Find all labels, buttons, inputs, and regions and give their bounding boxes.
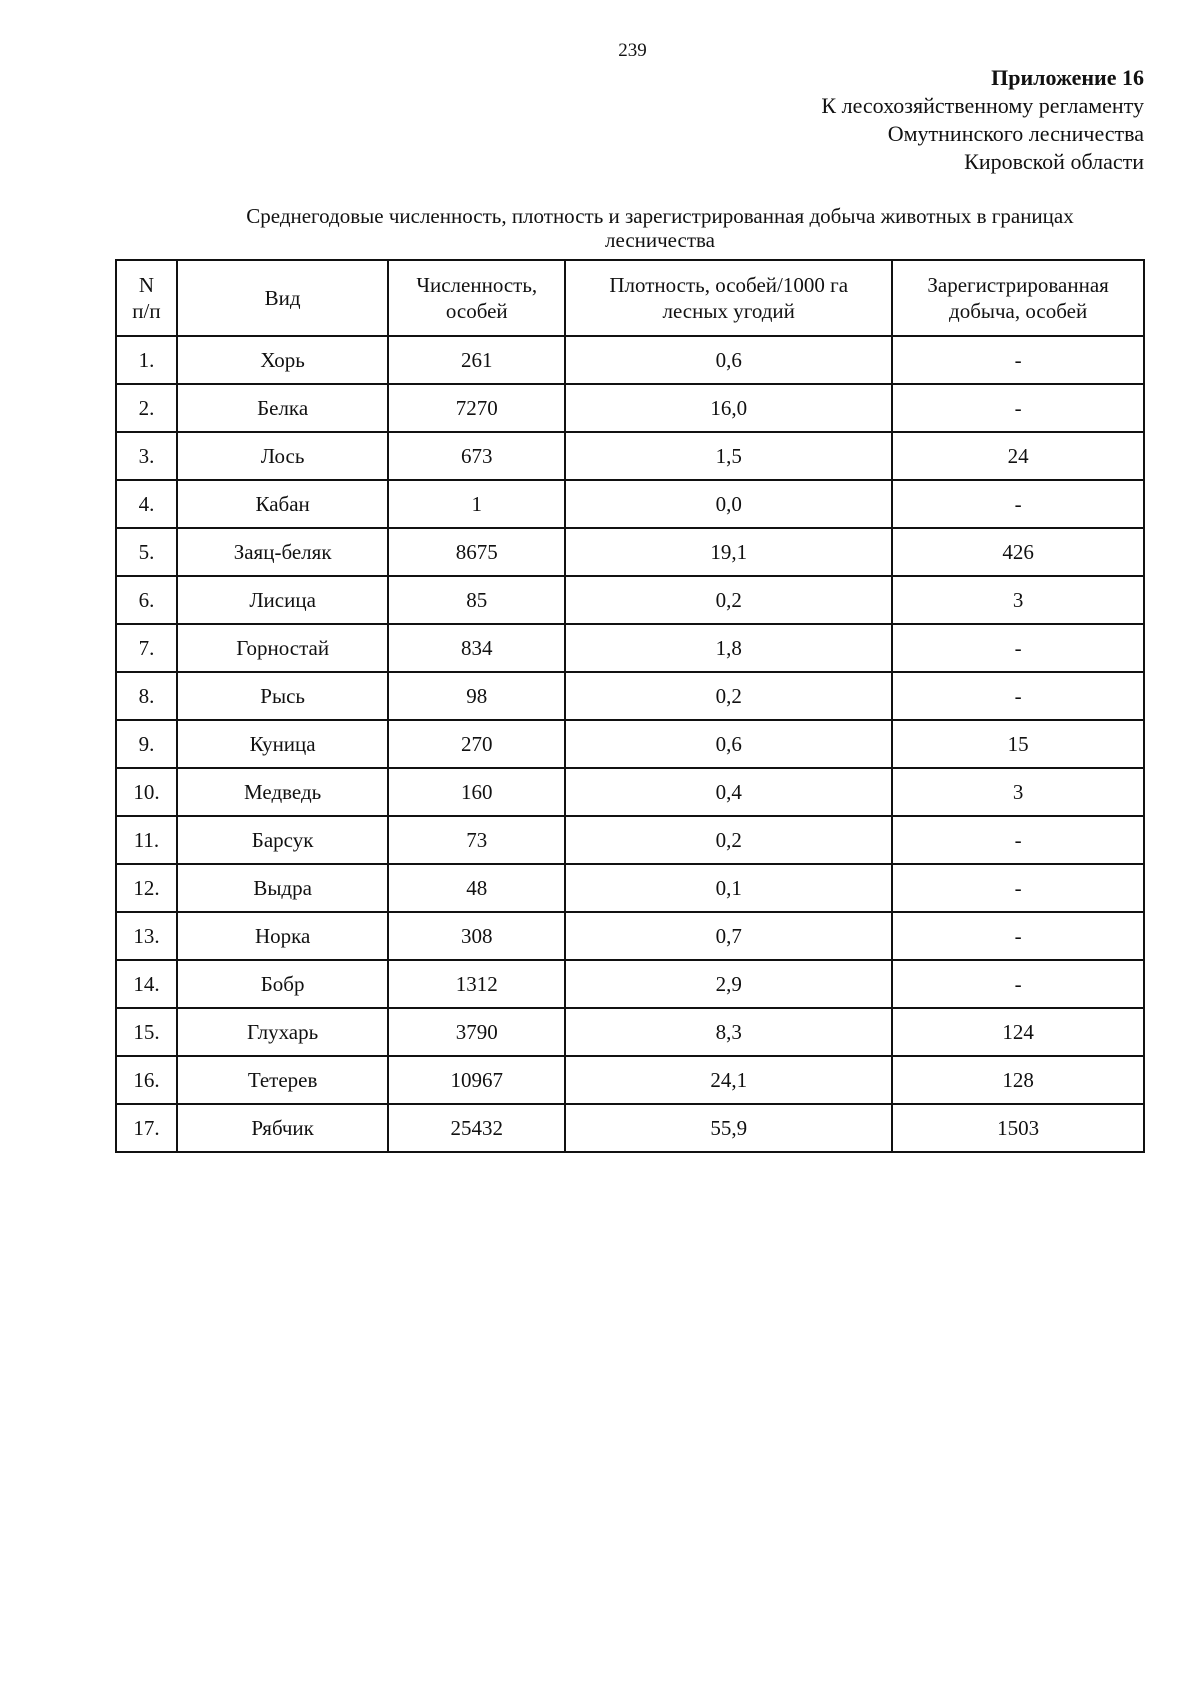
header-text: Численность, <box>416 273 538 297</box>
table-row <box>116 1008 1144 1056</box>
cell-count: 270 <box>388 720 565 768</box>
cell-number: 16. <box>116 1056 177 1104</box>
cell-species: Горностай <box>177 624 389 672</box>
animal-statistics-table <box>115 259 1145 1153</box>
cell-number: 6. <box>116 576 177 624</box>
cell-count: 85 <box>388 576 565 624</box>
cell-species: Бобр <box>177 960 389 1008</box>
cell-number: 11. <box>116 816 177 864</box>
header-text: Зарегистрированная <box>927 273 1109 297</box>
cell-count: 3790 <box>388 1008 565 1056</box>
table-row <box>116 336 1144 384</box>
cell-harvest: 24 <box>892 432 1144 480</box>
cell-count: 1 <box>388 480 565 528</box>
cell-density: 0,4 <box>565 768 892 816</box>
cell-count: 160 <box>388 768 565 816</box>
cell-number: 7. <box>116 624 177 672</box>
header-number <box>116 260 177 336</box>
header-count <box>388 260 565 336</box>
cell-density: 0,0 <box>565 480 892 528</box>
cell-number: 9. <box>116 720 177 768</box>
cell-number: 13. <box>116 912 177 960</box>
header-density <box>565 260 892 336</box>
table-row <box>116 528 1144 576</box>
table-row <box>116 912 1144 960</box>
cell-harvest: 124 <box>892 1008 1144 1056</box>
header-text: особей <box>445 299 508 323</box>
cell-count: 98 <box>388 672 565 720</box>
cell-count: 261 <box>388 336 565 384</box>
appendix-line: К лесохозяйственному регламенту <box>821 93 1144 118</box>
table-row <box>116 816 1144 864</box>
cell-harvest: 3 <box>892 576 1144 624</box>
cell-species: Кабан <box>177 480 389 528</box>
cell-harvest: - <box>892 336 1144 384</box>
cell-count: 308 <box>388 912 565 960</box>
table-caption-line: Среднегодовые численность, плотность и зарегистрированная добыча животных в границах <box>246 204 1074 228</box>
cell-species: Белка <box>177 384 389 432</box>
cell-species: Тетерев <box>177 1056 389 1104</box>
cell-count: 8675 <box>388 528 565 576</box>
appendix-line: Кировской области <box>964 149 1144 174</box>
cell-number: 12. <box>116 864 177 912</box>
appendix-header <box>821 64 1144 176</box>
cell-number: 15. <box>116 1008 177 1056</box>
cell-species: Заяц-беляк <box>177 528 389 576</box>
cell-density: 16,0 <box>565 384 892 432</box>
cell-species: Куница <box>177 720 389 768</box>
cell-species: Лось <box>177 432 389 480</box>
cell-density: 0,7 <box>565 912 892 960</box>
cell-species: Норка <box>177 912 389 960</box>
cell-density: 55,9 <box>565 1104 892 1152</box>
table-row <box>116 576 1144 624</box>
cell-harvest: 15 <box>892 720 1144 768</box>
table-row <box>116 720 1144 768</box>
cell-density: 0,6 <box>565 720 892 768</box>
cell-count: 25432 <box>388 1104 565 1152</box>
cell-count: 10967 <box>388 1056 565 1104</box>
header-text: п/п <box>132 299 161 323</box>
cell-count: 7270 <box>388 384 565 432</box>
cell-density: 0,2 <box>565 672 892 720</box>
header-text: N <box>138 273 155 297</box>
cell-number: 5. <box>116 528 177 576</box>
cell-density: 0,1 <box>565 864 892 912</box>
appendix-title: Приложение 16 <box>991 65 1144 90</box>
table-row <box>116 624 1144 672</box>
appendix-line: Омутнинского лесничества <box>887 121 1144 146</box>
page-number: 239 <box>618 40 647 61</box>
table-row <box>116 1056 1144 1104</box>
table-row <box>116 1104 1144 1152</box>
cell-harvest: - <box>892 672 1144 720</box>
cell-count: 673 <box>388 432 565 480</box>
header-text: добыча, особей <box>949 299 1088 323</box>
cell-number: 4. <box>116 480 177 528</box>
cell-species: Рысь <box>177 672 389 720</box>
header-text: Вид <box>264 286 301 310</box>
cell-harvest: 426 <box>892 528 1144 576</box>
table-caption <box>170 204 1150 252</box>
cell-number: 1. <box>116 336 177 384</box>
cell-species: Глухарь <box>177 1008 389 1056</box>
cell-number: 2. <box>116 384 177 432</box>
table-row <box>116 480 1144 528</box>
cell-density: 0,6 <box>565 336 892 384</box>
cell-number: 10. <box>116 768 177 816</box>
table-body <box>116 336 1144 1152</box>
table-caption-line: лесничества <box>605 228 715 252</box>
cell-number: 14. <box>116 960 177 1008</box>
table-row <box>116 384 1144 432</box>
cell-count: 73 <box>388 816 565 864</box>
cell-density: 1,8 <box>565 624 892 672</box>
header-text: лесных угодий <box>662 299 795 323</box>
cell-species: Рябчик <box>177 1104 389 1152</box>
header-harvest <box>892 260 1144 336</box>
cell-density: 1,5 <box>565 432 892 480</box>
header-text: Плотность, особей/1000 га <box>609 273 849 297</box>
cell-species: Выдра <box>177 864 389 912</box>
table-header-row <box>116 260 1144 336</box>
header-species <box>177 260 389 336</box>
cell-harvest: - <box>892 816 1144 864</box>
cell-harvest: - <box>892 624 1144 672</box>
cell-count: 48 <box>388 864 565 912</box>
cell-species: Лисица <box>177 576 389 624</box>
cell-harvest: - <box>892 912 1144 960</box>
cell-harvest: - <box>892 960 1144 1008</box>
cell-density: 0,2 <box>565 576 892 624</box>
table-row <box>116 672 1144 720</box>
cell-harvest: - <box>892 480 1144 528</box>
cell-harvest: 1503 <box>892 1104 1144 1152</box>
cell-number: 8. <box>116 672 177 720</box>
table-row <box>116 768 1144 816</box>
cell-harvest: - <box>892 384 1144 432</box>
cell-number: 3. <box>116 432 177 480</box>
cell-harvest: 128 <box>892 1056 1144 1104</box>
cell-count: 1312 <box>388 960 565 1008</box>
cell-harvest: - <box>892 864 1144 912</box>
table-row <box>116 432 1144 480</box>
cell-number: 17. <box>116 1104 177 1152</box>
cell-density: 24,1 <box>565 1056 892 1104</box>
cell-species: Барсук <box>177 816 389 864</box>
cell-density: 19,1 <box>565 528 892 576</box>
cell-density: 2,9 <box>565 960 892 1008</box>
cell-harvest: 3 <box>892 768 1144 816</box>
table-row <box>116 960 1144 1008</box>
cell-count: 834 <box>388 624 565 672</box>
table-row <box>116 864 1144 912</box>
cell-species: Хорь <box>177 336 389 384</box>
cell-density: 8,3 <box>565 1008 892 1056</box>
cell-density: 0,2 <box>565 816 892 864</box>
cell-species: Медведь <box>177 768 389 816</box>
